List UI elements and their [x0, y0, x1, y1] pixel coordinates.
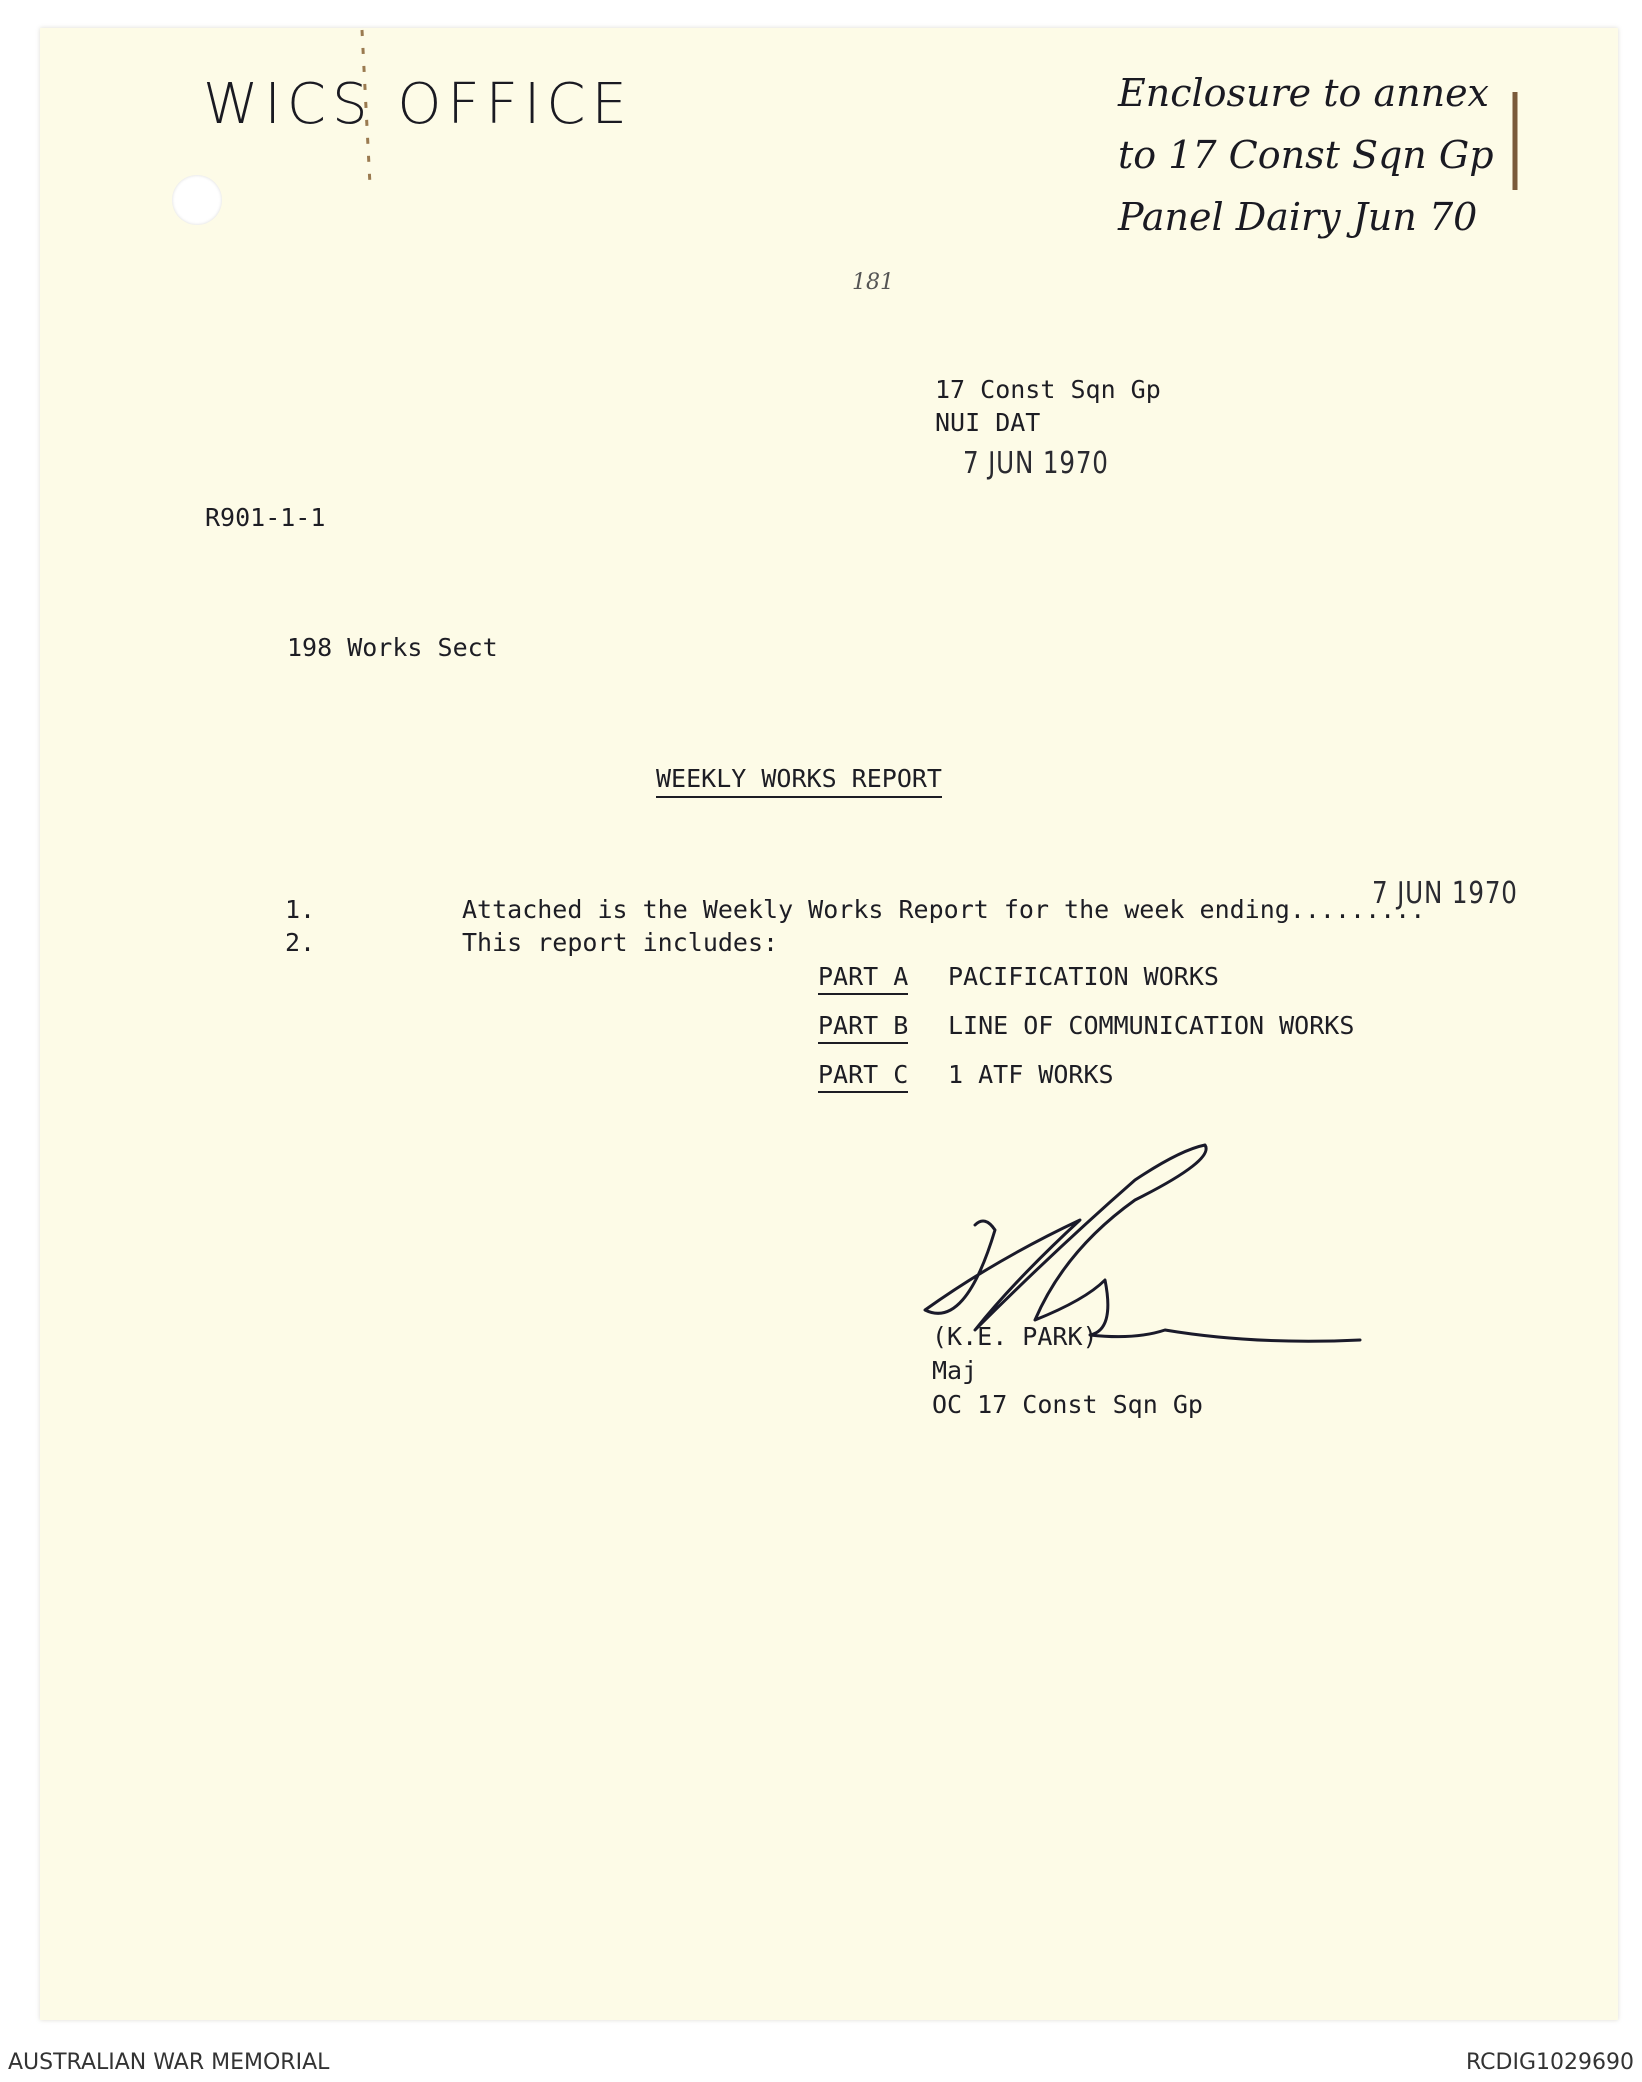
handwritten-page-number: 181 [852, 270, 894, 295]
footer-institution: AUSTRALIAN WAR MEMORIAL [8, 2050, 330, 2075]
part-a-text: PACIFICATION WORKS [948, 962, 1219, 991]
file-reference: R901-1-1 [205, 503, 326, 532]
part-c-text: 1 ATF WORKS [948, 1060, 1114, 1089]
letterhead-date-stamp: 7 JUN 1970 [963, 446, 1109, 481]
week-ending-date-stamp: 7 JUN 1970 [1372, 876, 1518, 911]
letterhead-location: NUI DAT [935, 408, 1041, 437]
paragraph-2-text: This report includes: [462, 928, 779, 957]
part-b-text: LINE OF COMMUNICATION WORKS [948, 1011, 1355, 1040]
handwritten-office-note: WICS OFFICE [203, 72, 633, 137]
enclosure-note-line: Enclosure to annex [1118, 71, 1489, 115]
addressee: 198 Works Sect [287, 633, 498, 662]
handwritten-enclosure-note [1118, 62, 1518, 248]
paragraph-text [462, 895, 1425, 924]
enclosure-note-line: Panel Dairy Jun 70 [1118, 195, 1478, 239]
signatory-rank: Maj [932, 1356, 978, 1385]
signatory-appointment: OC 17 Const Sqn Gp [932, 1390, 1203, 1419]
footer-record-id: RCDIG1029690 [1465, 2050, 1634, 2075]
enclosure-note-line: to 17 Const Sqn Gp [1118, 133, 1494, 177]
paragraph-1-dots: ......... [1289, 895, 1426, 924]
paragraph-1-text: Attached is the Weekly Works Report for the week ending [462, 895, 1290, 924]
paragraph-number: 2. [285, 928, 316, 957]
letterhead-unit: 17 Const Sqn Gp [935, 375, 1161, 404]
signatory-name: (K.E. PARK) [932, 1322, 1098, 1351]
document-title: WEEKLY WORKS REPORT [656, 764, 942, 798]
paragraph-number: 1. [285, 895, 316, 924]
part-c-label: PART C [818, 1060, 908, 1093]
part-b-label: PART B [818, 1011, 908, 1044]
part-a-label: PART A [818, 962, 908, 995]
